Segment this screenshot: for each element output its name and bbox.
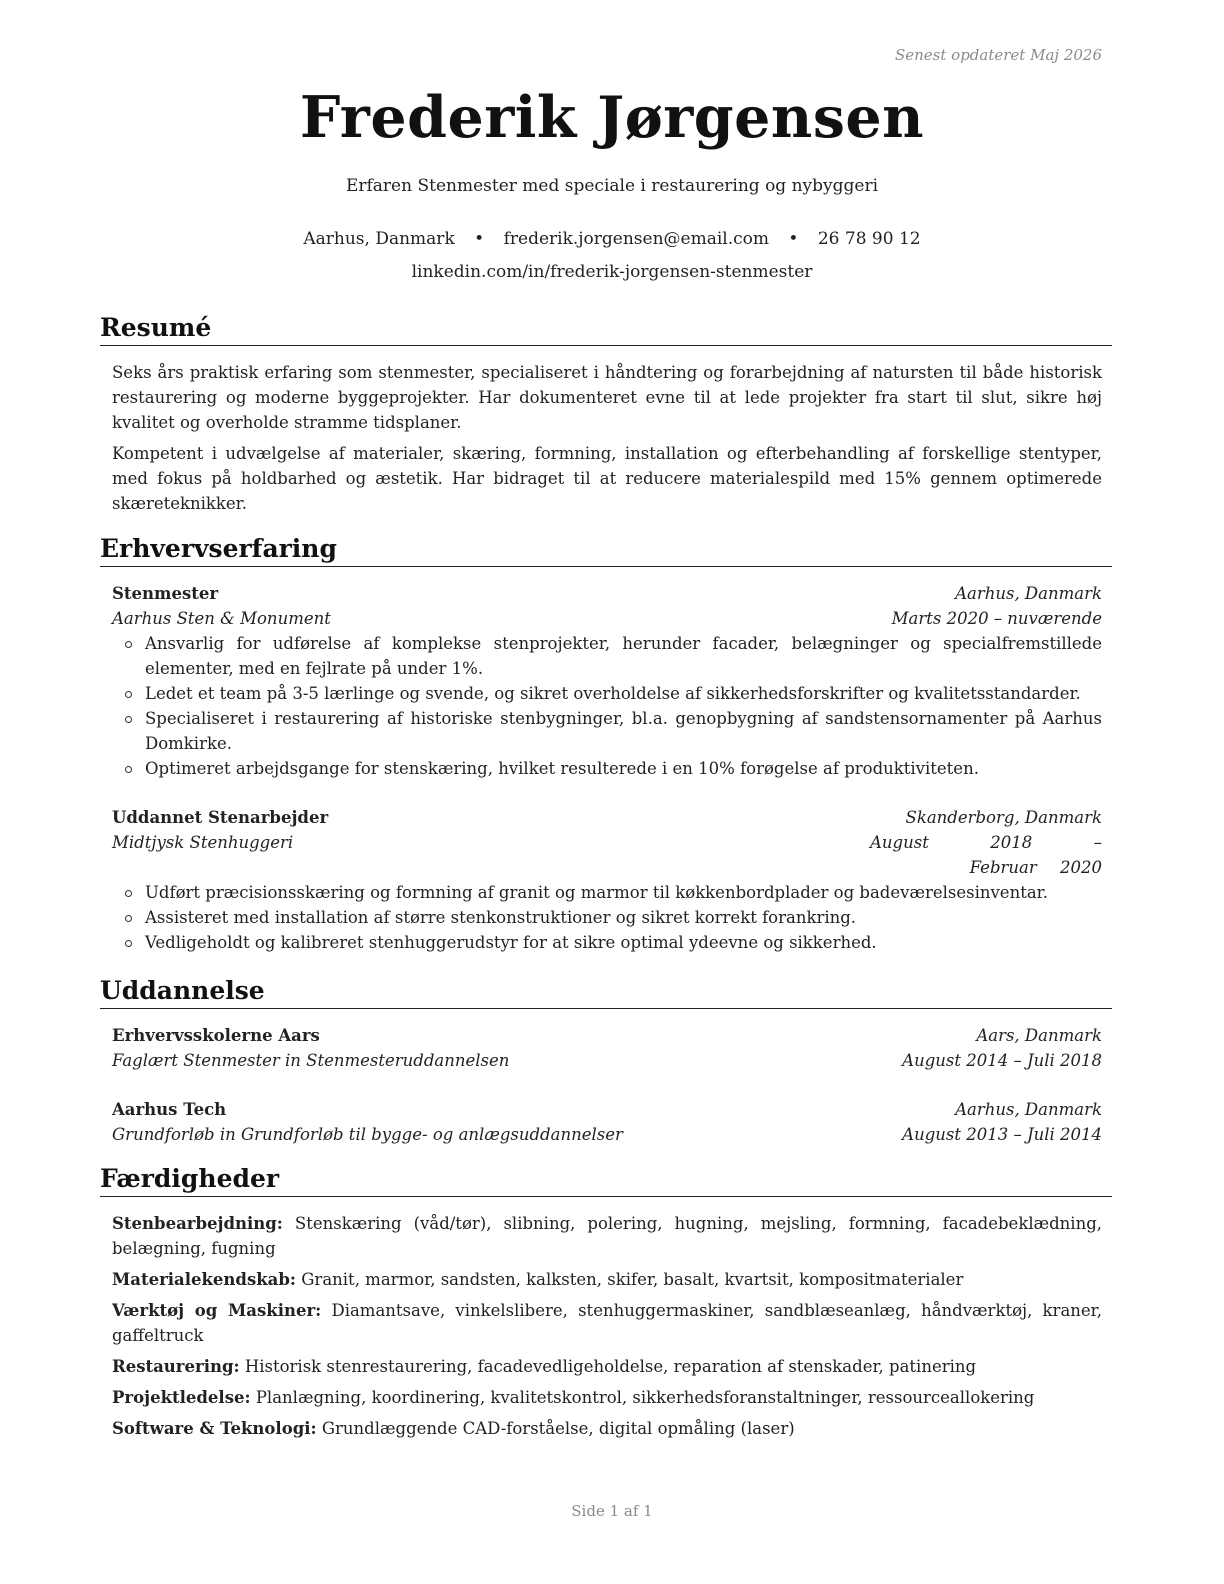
skill-label: Restaurering: — [112, 1357, 240, 1376]
education-degree: Grundforløb in Grundforløb til bygge- og anlægsuddannelser — [112, 1125, 623, 1144]
resume-paragraph: Kompetent i udvælgelse af materialer, skæring, formning, installation og efterbehandling af forskellige stentyper, med fokus på holdbarhed og æstetik. Har bidraget til at reducere materialespild med 15% gennem optimerede skæreteknikker. — [112, 444, 1102, 513]
skill-row — [112, 1354, 1102, 1379]
skill-label: Projektledelse: — [112, 1388, 251, 1407]
contact-linkedin[interactable]: linkedin.com/in/frederik-jorgensen-stenmester — [411, 262, 813, 282]
person-name: Frederik Jørgensen — [299, 84, 925, 151]
contact-separator: • — [474, 229, 485, 249]
skill-row — [112, 1298, 1102, 1348]
job-role: Stenmester — [112, 584, 219, 603]
bullet-text: Optimeret arbejdsgange for stenskæring, hvilket resulterede i en 10% forøgelse af produktiviteten. — [145, 759, 979, 778]
skill-value: Diamantsave, vinkelslibere, stenhuggermaskiner, sandblæseanlæg, håndværktøj, kraner, gaffeltruck — [112, 1301, 1102, 1345]
job-location: Aarhus, Danmark — [955, 584, 1102, 603]
list-item — [112, 706, 1102, 756]
skill-value: Granit, marmor, sandsten, kalksten, skifer, basalt, kvartsit, kompositmaterialer — [301, 1270, 964, 1289]
contact-separator: • — [788, 229, 799, 249]
section-title: Uddannelse — [100, 975, 1112, 1009]
education-school: Aarhus Tech — [112, 1100, 227, 1119]
education-dates: August 2013 – Juli 2014 — [902, 1125, 1102, 1144]
bullet-icon — [125, 716, 132, 723]
section-title: Færdigheder — [100, 1163, 1112, 1197]
bullet-text: Vedligeholdt og kalibreret stenhuggerudstyr for at sikre optimal ydeevne og sikkerhed. — [145, 933, 877, 952]
education-degree: Faglært Stenmester in Stenmesteruddannelsen — [112, 1051, 510, 1070]
section-skills — [100, 1163, 1112, 1441]
list-item — [112, 930, 1102, 955]
section-title: Erhvervserfaring — [100, 533, 1112, 567]
job-entry — [112, 581, 1102, 781]
bullet-icon — [125, 940, 132, 947]
bullet-text: Specialiseret i restaurering af historiske stenbygninger, bl.a. genopbygning af sandstensornamenter på Aarhus Domkirke. — [145, 709, 1102, 753]
list-item — [112, 905, 1102, 930]
job-company: Aarhus Sten & Monument — [112, 609, 331, 628]
job-entry — [112, 805, 1102, 955]
bullet-text: Ansvarlig for udførelse af komplekse stenprojekter, herunder facader, belægninger og specialfremstillede elementer, med en fejlrate på under 1%. — [145, 634, 1102, 678]
job-dates: Marts 2020 – nuværende — [891, 609, 1102, 628]
bullet-icon — [125, 691, 132, 698]
education-entry — [112, 1097, 1102, 1147]
section-resume — [100, 312, 1112, 516]
skill-row — [112, 1385, 1102, 1410]
bullet-icon — [125, 641, 132, 648]
skill-label: Materialekendskab: — [112, 1270, 296, 1289]
contact-line — [0, 229, 1224, 249]
job-role: Uddannet Stenarbejder — [112, 808, 329, 827]
skill-value: Historisk stenrestaurering, facadevedligeholdelse, reparation af stenskader, patinering — [244, 1357, 977, 1376]
education-dates: August 2014 – Juli 2018 — [902, 1051, 1102, 1070]
list-item — [112, 631, 1102, 681]
list-item — [112, 880, 1102, 905]
skill-row — [112, 1267, 1102, 1292]
job-bullets — [112, 631, 1102, 781]
skill-value: Grundlæggende CAD-forståelse, digital opmåling (laser) — [321, 1419, 795, 1438]
job-dates: August 2018 – Februar 2020 — [870, 833, 1102, 877]
bullet-text: Ledet et team på 3-5 lærlinge og svende, og sikret overholdelse af sikkerhedsforskrifter og kvalitetsstandarder. — [145, 684, 1081, 703]
page-number: Side 1 af 1 — [571, 1502, 653, 1520]
job-location: Skanderborg, Danmark — [905, 808, 1102, 827]
skill-label: Værktøj og Maskiner: — [112, 1301, 322, 1320]
job-bullets — [112, 880, 1102, 955]
job-company: Midtjysk Stenhuggeri — [112, 833, 294, 852]
section-title: Resumé — [100, 312, 1112, 346]
list-item — [112, 681, 1102, 706]
contact-phone: 26 78 90 12 — [817, 229, 921, 249]
last-updated: Senest opdateret Maj 2026 — [894, 46, 1102, 64]
resume-paragraph: Seks års praktisk erfaring som stenmester, specialiseret i håndtering og forarbejdning af natursten til både historisk restaurering og moderne byggeprojekter. Har dokumenteret evne til at lede projekter fra start til slut, sikre høj kvalitet og overholde stramme tidsplaner. — [112, 363, 1102, 432]
education-entry — [112, 1023, 1102, 1073]
education-location: Aars, Danmark — [976, 1026, 1102, 1045]
skill-row — [112, 1211, 1102, 1261]
contact-location: Aarhus, Danmark — [303, 229, 455, 249]
bullet-icon — [125, 890, 132, 897]
bullet-text: Assisteret med installation af større stenkonstruktioner og sikret korrekt forankring. — [145, 908, 857, 927]
contact-email[interactable]: frederik.jorgensen@email.com — [503, 229, 770, 249]
skill-value: Stenskæring (våd/tør), slibning, polering, hugning, mejsling, formning, facadebeklædning, belægning, fugning — [112, 1214, 1103, 1258]
headline: Erfaren Stenmester med speciale i restaurering og nybyggeri — [345, 176, 879, 196]
bullet-icon — [125, 766, 132, 773]
bullet-icon — [125, 915, 132, 922]
skill-value: Planlægning, koordinering, kvalitetskontrol, sikkerhedsforanstaltninger, ressourceallokering — [255, 1388, 1035, 1407]
section-education — [100, 975, 1112, 1147]
list-item — [112, 756, 1102, 781]
skill-label: Software & Teknologi: — [112, 1419, 317, 1438]
skill-label: Stenbearbejdning: — [112, 1214, 283, 1233]
section-experience — [100, 533, 1112, 955]
skill-row — [112, 1416, 1102, 1441]
education-location: Aarhus, Danmark — [955, 1100, 1102, 1119]
bullet-text: Udført præcisionsskæring og formning af granit og marmor til køkkenbordplader og badeværelsesinventar. — [145, 883, 1048, 902]
education-school: Erhvervsskolerne Aars — [112, 1026, 320, 1045]
